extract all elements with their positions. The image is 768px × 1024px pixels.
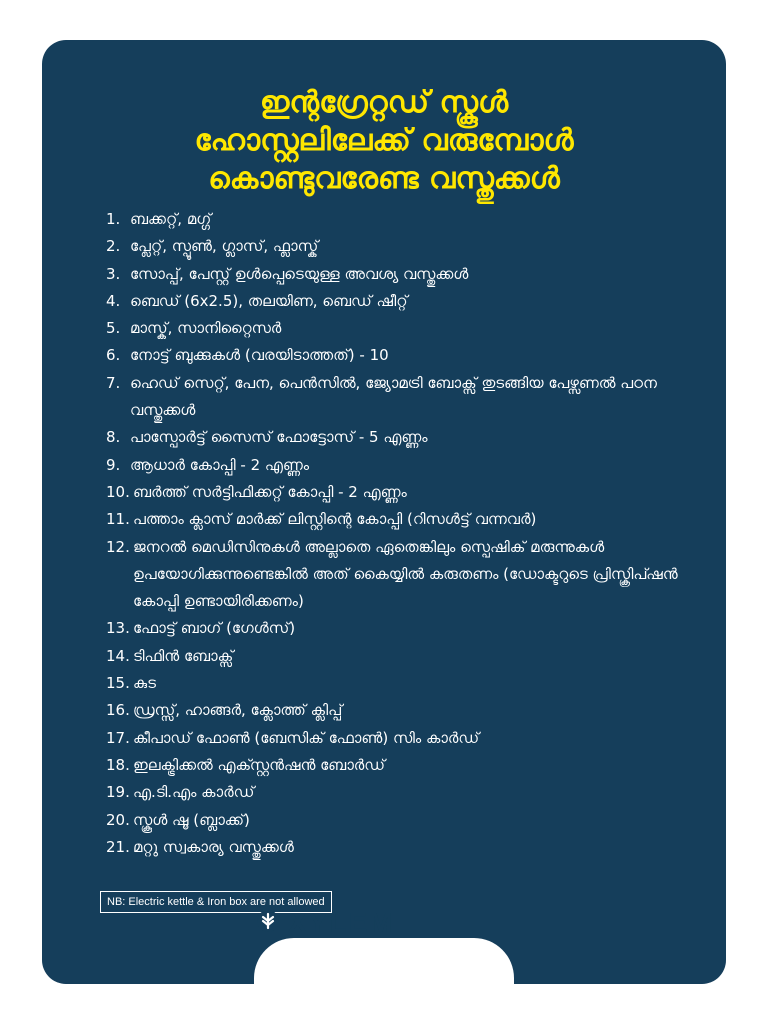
list-item-number: 20. [106,810,130,829]
list-item [106,779,706,806]
info-card [42,40,726,984]
title-line-1: ഇന്റഗ്രേറ്റഡ് സ്കൂൾ [259,85,509,120]
list-item-text: കുട [133,674,156,693]
list-item-text: ബർത്ത് സർട്ടിഫിക്കറ്റ് കോപ്പി - 2 എണ്ണം [133,482,407,501]
list-item-number: 13. [106,619,130,638]
list-item [106,697,706,724]
list-item-number: 21. [106,837,130,856]
list-item [106,479,706,506]
list-item [106,834,706,861]
list-item-text: ആധാർ കോപ്പി - 2 എണ്ണം [130,455,310,474]
list-item-number: 9. [106,455,121,474]
list-item-text: ഡ്രസ്സ്, ഹാങ്ങർ, ക്ലോത്ത് ക്ലിപ്പ് [133,701,343,720]
list-item [106,288,706,315]
list-item [106,370,706,425]
list-item-number: 12. [106,537,130,556]
list-item-text: ബക്കറ്റ്, മഗ്ഗ് [130,210,212,228]
list-item [106,643,706,670]
list-item-text: സ്കൂൾ ഷൂ (ബ്ലാക്ക്) [133,810,250,829]
list-item [106,752,706,779]
list-item-number: 6. [106,346,121,365]
list-item [106,725,706,752]
list-item-number: 8. [106,428,121,447]
list-item [106,534,706,616]
list-item-number: 2. [106,237,121,256]
xylem-logo [256,909,394,937]
list-item [106,233,706,260]
list-item [106,261,706,288]
list-item-text: സോപ്പ്, പേസ്റ്റ് ഉൾപ്പെടെയുള്ള അവശ്യ വസ്തുക്കൾ [130,264,469,283]
list-item-number: 18. [106,755,130,774]
title-line-2: ഹോസ്റ്റലിലേക്ക് വരുമ്പോൾ [194,123,574,158]
page-title [42,84,726,198]
list-item-text: ഫോട്ട് ബാഗ് (ഗേൾസ്) [133,619,296,638]
list-item-number: 3. [106,264,121,283]
list-item-text: നോട്ട് ബുക്കുകൾ (വരയിടാത്തത്) - 10 [130,346,389,365]
list-item-number: 4. [106,291,121,310]
list-item-text: ഹെഡ് സെറ്റ്, പേന, പെൻസിൽ, ജ്യോമട്രി ബോക്സ് തുടങ്ങിയ പേഴ്സണൽ പഠന വസ്തുക്കൾ [130,373,657,420]
list-item-number: 11. [106,510,130,529]
list-item-text: പത്താം ക്ലാസ് മാർക്ക് ലിസ്റ്റിന്റെ കോപ്പി (റിസൾട്ട് വന്നവർ) [133,510,537,529]
title-line-3: കൊണ്ടുവരേണ്ട വസ്തുക്കൾ [208,161,560,196]
brand-name: XYLEM [288,907,395,938]
list-item-number: 15. [106,674,130,693]
list-item-number: 5. [106,319,121,338]
list-item [106,506,706,533]
list-item-text: ബെഡ് (6x2.5), തലയിണ, ബെഡ് ഷീറ്റ് [130,291,408,310]
list-item-text: പാസ്പോർട്ട് സൈസ് ഫോട്ടോസ് - 5 എണ്ണം [130,428,428,447]
list-item-number: 10. [106,482,130,501]
list-item-text: എ.ടി.എം കാർഡ് [133,783,255,802]
list-item [106,206,706,233]
logo-tab [254,938,514,984]
list-item [106,807,706,834]
note-box: NB: Electric kettle & Iron box are not allowed [100,891,332,913]
list-item-text: ഇലക്ട്രിക്കൽ എക്സ്റ്റൻഷൻ ബോർഡ് [133,755,386,774]
list-item-number: 16. [106,701,130,720]
list-item-number: 17. [106,728,130,747]
list-item-text: ടിഫിൻ ബോക്സ് [133,646,234,665]
list-item [106,452,706,479]
list-item [106,315,706,342]
list-item-text: മറ്റു സ്വകാര്യ വസ്തുക്കൾ [133,837,294,856]
list-item-number: 1. [106,210,121,228]
list-item-number: 19. [106,783,130,802]
list-item [106,424,706,451]
list-item [106,342,706,369]
list-item-number: 7. [106,373,121,392]
list-item-number: 14. [106,646,130,665]
list-item [106,615,706,642]
xylem-leaf-icon [256,909,280,937]
list-item-text: മാസ്ക്, സാനിറ്റൈസർ [130,319,282,338]
list-item [106,670,706,697]
list-item-text: പ്ലേറ്റ്, സ്പൂൺ, ഗ്ലാസ്, ഫ്ലാസ്ക് [130,237,319,256]
list-item-text: ജനറൽ മെഡിസിനുകൾ അല്ലാതെ ഏതെങ്കിലും സ്പെഷിക് മരുന്നുകൾ ഉപയോഗിക്കുന്നുണ്ടെങ്കിൽ അത് കൈയ്യിൽ കരുതണം (ഡോക്ടറുടെ പ്രിസ്ക്രിപ്ഷൻ കോപ്പി ഉണ്ടായിരിക്കണം) [133,537,678,611]
items-list [106,206,706,861]
list-item-text: കീപാഡ് ഫോൺ (ബേസിക് ഫോൺ) സിം കാർഡ് [133,728,480,747]
